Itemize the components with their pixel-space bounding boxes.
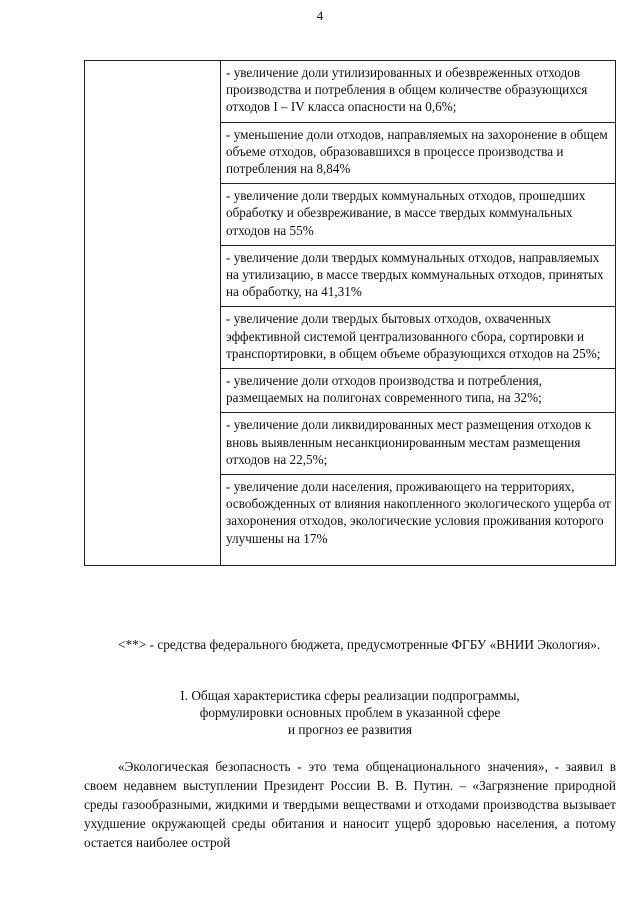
empty-label-cell <box>85 61 221 566</box>
section-heading-line: формулировки основных проблем в указанной сфере <box>199 705 501 720</box>
target-cell: - увеличение доли ликвидированных мест размещения отходов к вновь выявленным несанкционированным местам размещения отходов на 22,5%; <box>221 413 616 475</box>
target-cell: - увеличение доли твердых бытовых отходов, охваченных эффективной системой централизованного сбора, сортировки и транспортировки, в общем объеме образующихся отходов на 25%; <box>221 307 616 369</box>
footnote: <**> - средства федерального бюджета, предусмотренные ФГБУ «ВНИИ Экология». <box>118 637 601 652</box>
section-heading-line: и прогноз ее развития <box>287 722 412 737</box>
table-row <box>85 61 616 123</box>
target-cell: - уменьшение доли отходов, направляемых на захоронение в общем объеме отходов, образовавшихся в процессе производства и потребления на 8,84% <box>221 122 616 184</box>
target-cell: - увеличение доли твердых коммунальных отходов, прошедших обработку и обезвреживание, в массе твердых коммунальных отходов на 55% <box>221 184 616 246</box>
targets-table <box>84 60 616 566</box>
target-cell: - увеличение доли утилизированных и обезвреженных отходов производства и потребления в общем количестве образующихся отходов I – IV класса опасности на 0,6%; <box>221 61 616 123</box>
body-paragraph: «Экологическая безопасность - это тема общенационального значения», - заявил в своем недавнем выступлении Президент России В. В. Путин. – «Загрязнение природной среды газообразными, жидкими и твердыми веществами и отходами производства вызывает ухудшение окружающей среды обитания и наносит ущерб здоровью населения, а потому остается наиболее острой <box>84 759 616 850</box>
target-cell: - увеличение доли твердых коммунальных отходов, направляемых на утилизацию, в массе твердых коммунальных отходов, принятых на обработку, на 41,31% <box>221 245 616 307</box>
target-cell: - увеличение доли отходов производства и потребления, размещаемых на полигонах современного типа, на 32%; <box>221 369 616 413</box>
section-heading-line: I. Общая характеристика сферы реализации подпрограммы, <box>180 688 520 703</box>
target-cell: - увеличение доли населения, проживающего на территориях, освобожденных от влияния накопленного экологического ущерба от захоронения отходов, экологические условия проживания которого улучшены на 17% <box>221 475 616 566</box>
section-heading <box>84 687 616 738</box>
page-number: 4 <box>316 8 324 23</box>
